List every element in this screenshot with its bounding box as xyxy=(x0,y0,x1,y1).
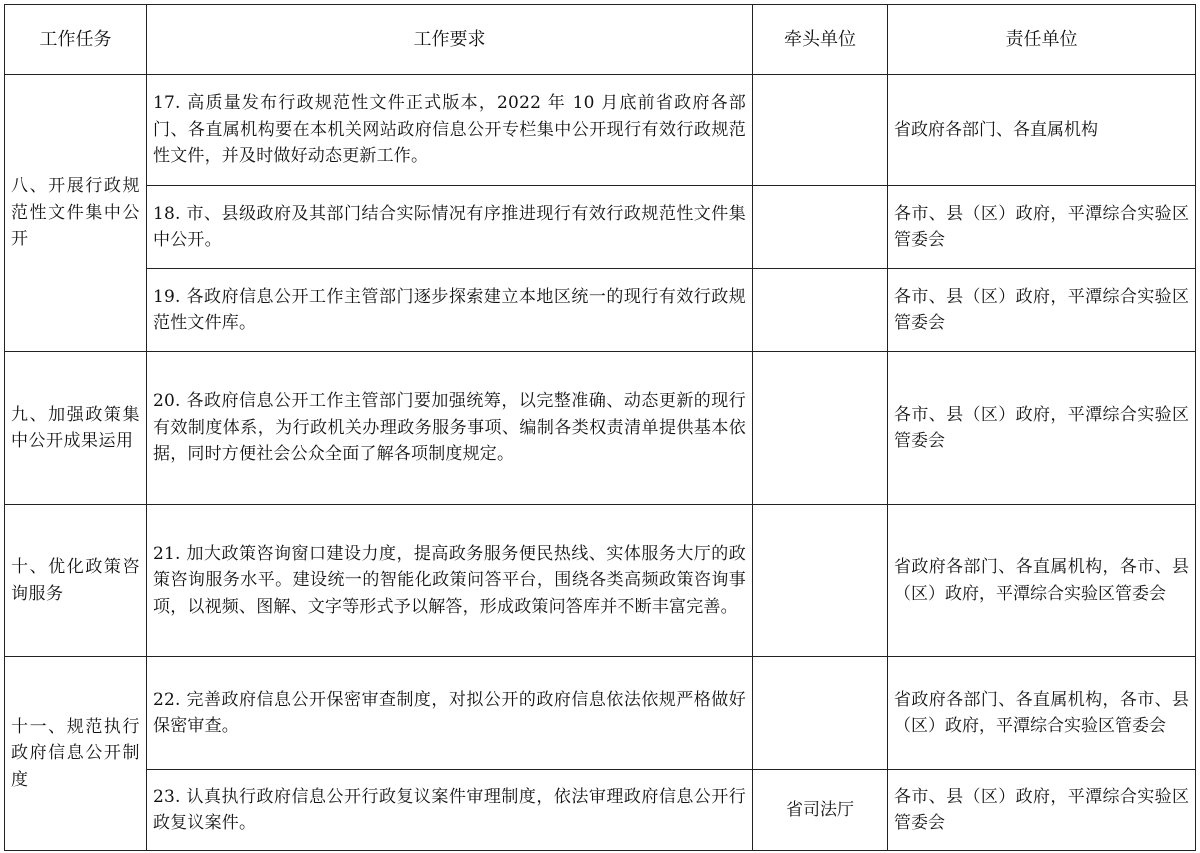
table-row xyxy=(5,186,1196,269)
lead-cell: 省司法厅 xyxy=(753,770,888,851)
requirement-cell: 21. 加大政策咨询窗口建设力度，提高政务服务便民热线、实体服务大厅的政策咨询服务水平。建设统一的智能化政策问答平台，围绕各类高频政策咨询事项，以视频、图解、文字等形式予以解答，形成政策问答库并不断丰富完善。 xyxy=(147,505,753,657)
table-row xyxy=(5,75,1196,186)
header-row xyxy=(5,5,1196,75)
requirement-cell: 23. 认真执行政府信息公开行政复议案件审理制度，依法审理政府信息公开行政复议案件。 xyxy=(147,770,753,851)
lead-cell xyxy=(753,186,888,269)
table-row xyxy=(5,657,1196,770)
table-row xyxy=(5,505,1196,657)
responsible-cell: 各市、县（区）政府，平潭综合实验区管委会 xyxy=(888,770,1196,851)
header-responsible: 责任单位 xyxy=(888,5,1196,75)
header-requirement: 工作要求 xyxy=(147,5,753,75)
task-table xyxy=(4,4,1196,851)
requirement-cell: 19. 各政府信息公开工作主管部门逐步探索建立本地区统一的现行有效行政规范性文件库。 xyxy=(147,269,753,352)
requirement-cell: 20. 各政府信息公开工作主管部门要加强统筹，以完整准确、动态更新的现行有效制度体系，为行政机关办理政务服务事项、编制各类权责清单提供基本依据，同时方便社会公众全面了解各项制度规定。 xyxy=(147,352,753,505)
responsible-cell: 省政府各部门、各直属机构，各市、县（区）政府，平潭综合实验区管委会 xyxy=(888,505,1196,657)
responsible-cell: 各市、县（区）政府，平潭综合实验区管委会 xyxy=(888,269,1196,352)
requirement-cell: 17. 高质量发布行政规范性文件正式版本，2022 年 10 月底前省政府各部门、各直属机构要在本机关网站政府信息公开专栏集中公开现行有效行政规范性文件，并及时做好动态更新工作。 xyxy=(147,75,753,186)
header-task: 工作任务 xyxy=(5,5,147,75)
header-lead: 牵头单位 xyxy=(753,5,888,75)
lead-cell xyxy=(753,269,888,352)
lead-cell xyxy=(753,352,888,505)
task-cell: 十、优化政策咨询服务 xyxy=(5,505,147,657)
task-cell: 十一、规范执行政府信息公开制度 xyxy=(5,657,147,851)
responsible-cell: 各市、县（区）政府，平潭综合实验区管委会 xyxy=(888,352,1196,505)
lead-cell xyxy=(753,657,888,770)
table-row xyxy=(5,352,1196,505)
responsible-cell: 各市、县（区）政府，平潭综合实验区管委会 xyxy=(888,186,1196,269)
requirement-cell: 18. 市、县级政府及其部门结合实际情况有序推进现行有效行政规范性文件集中公开。 xyxy=(147,186,753,269)
responsible-cell: 省政府各部门、各直属机构 xyxy=(888,75,1196,186)
lead-cell xyxy=(753,75,888,186)
requirement-cell: 22. 完善政府信息公开保密审查制度，对拟公开的政府信息依法依规严格做好保密审查。 xyxy=(147,657,753,770)
task-cell: 八、开展行政规范性文件集中公开 xyxy=(5,75,147,352)
task-cell: 九、加强政策集中公开成果运用 xyxy=(5,352,147,505)
table-row xyxy=(5,770,1196,851)
lead-cell xyxy=(753,505,888,657)
responsible-cell: 省政府各部门、各直属机构，各市、县（区）政府，平潭综合实验区管委会 xyxy=(888,657,1196,770)
table-row xyxy=(5,269,1196,352)
